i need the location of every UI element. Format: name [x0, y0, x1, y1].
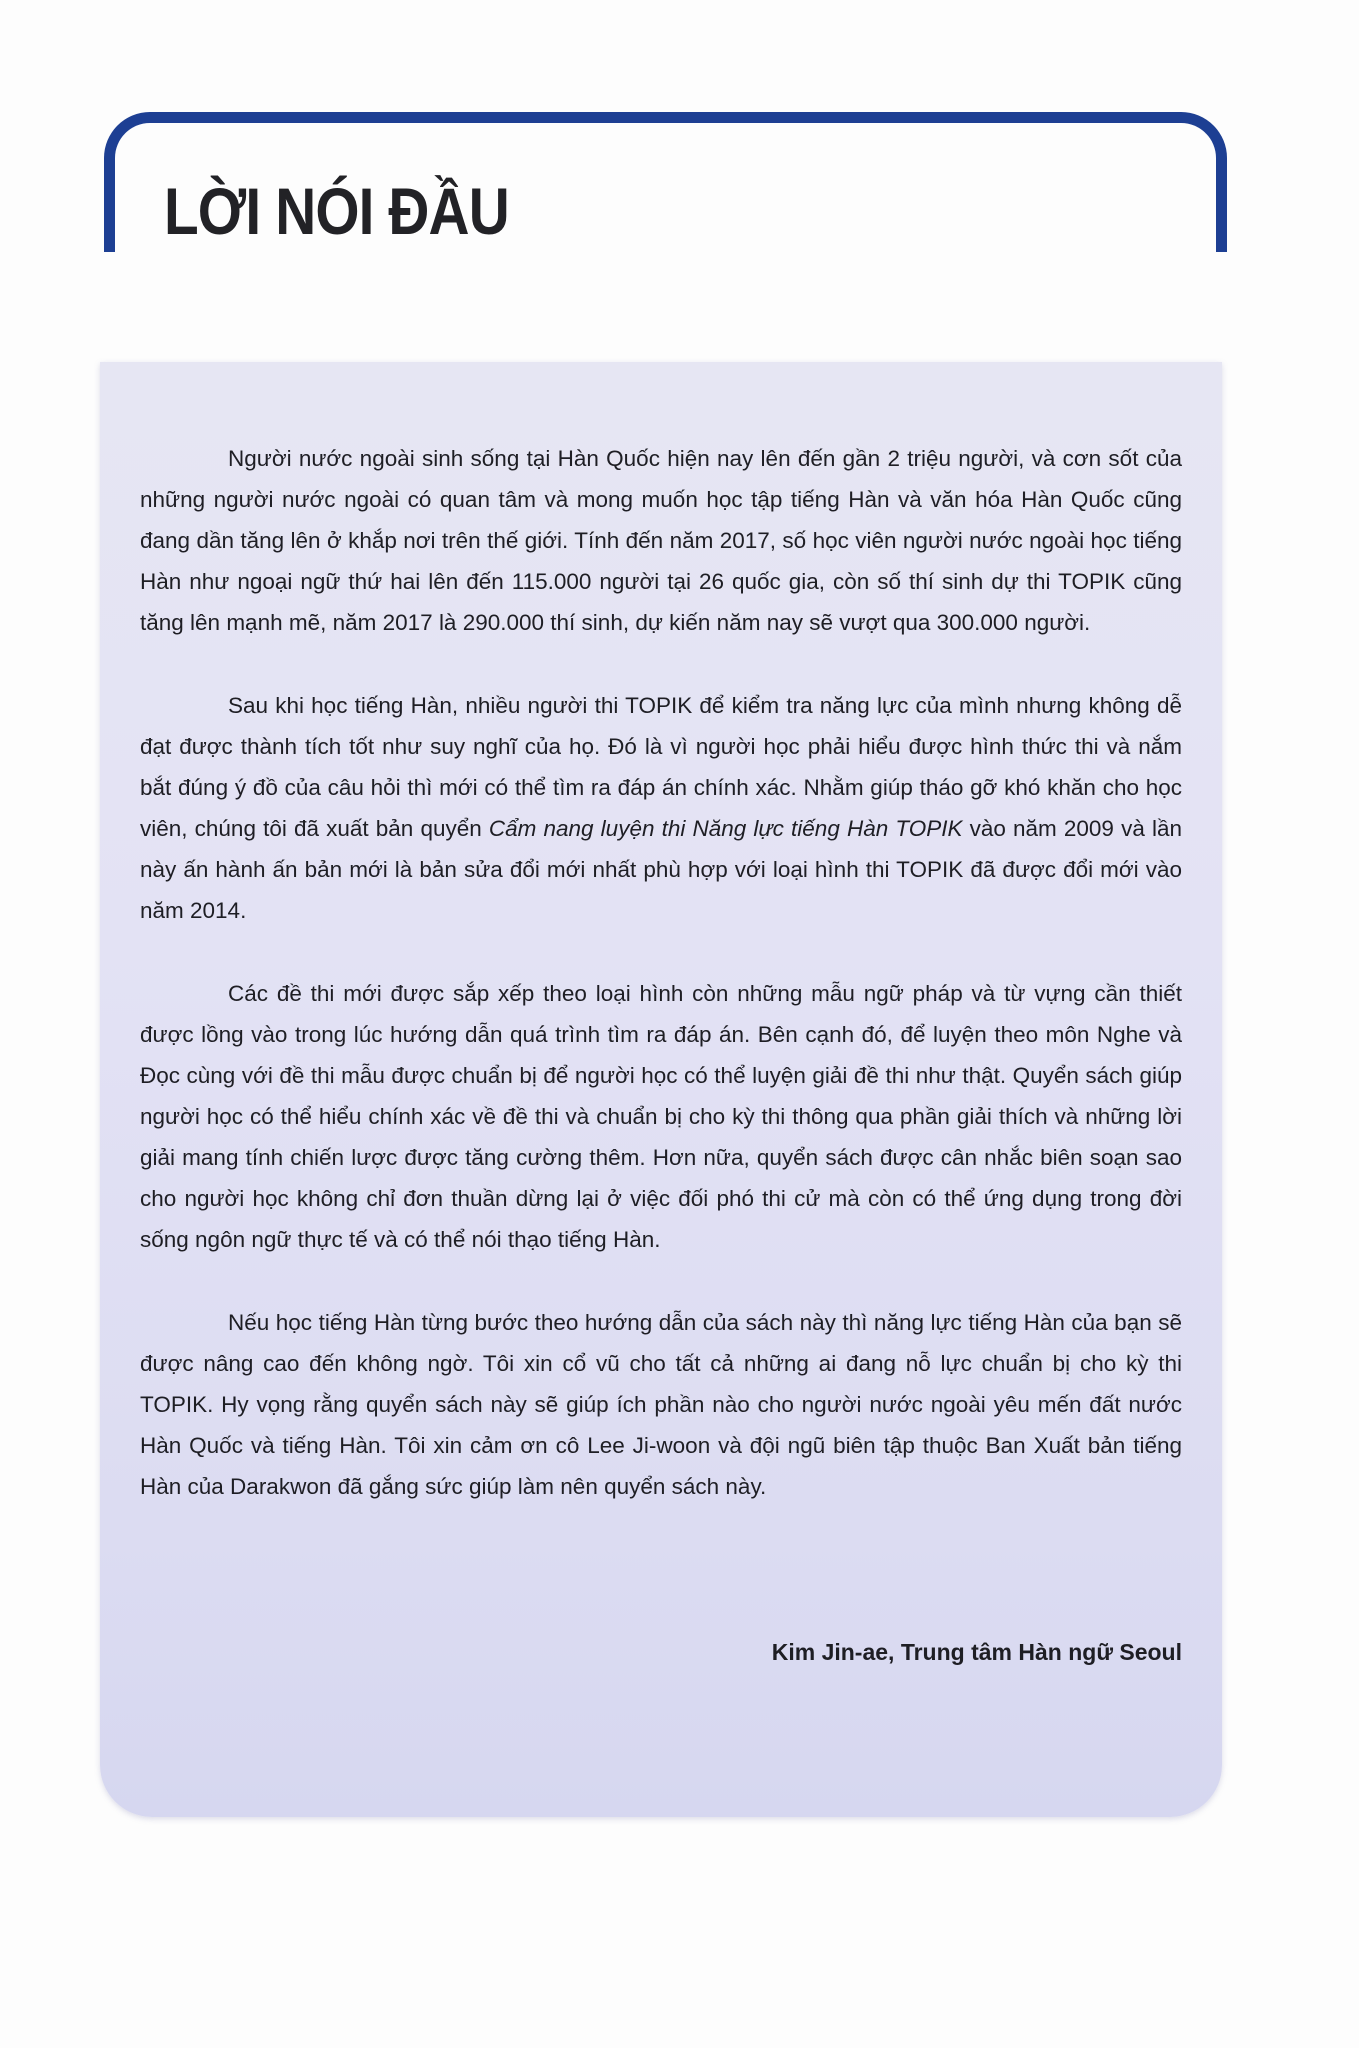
paragraph-2 [140, 685, 1182, 931]
paragraph-2-text-after: vào năm 2009 và lần này ấn hành ấn bản mới là bản sửa đổi mới nhất phù hợp với loại hình thi TOPIK đã được đổi mới vào năm 2014. [140, 816, 1182, 923]
paragraph-3: Các đề thi mới được sắp xếp theo loại hình còn những mẫu ngữ pháp và từ vựng cần thiết được lồng vào trong lúc hướng dẫn quá trình tìm ra đáp án. Bên cạnh đó, để luyện theo môn Nghe và Đọc cùng với đề thi mẫu được chuẩn bị để người học có thể luyện giải đề thi như thật. Quyển sách giúp người học có thể hiểu chính xác về đề thi và chuẩn bị cho kỳ thi thông qua phần giải thích và những lời giải mang tính chiến lược được tăng cường thêm. Hơn nữa, quyển sách được cân nhắc biên soạn sao cho người học không chỉ đơn thuần dừng lại ở việc đối phó thi cử mà còn có thể ứng dụng trong đời sống ngôn ngữ thực tế và có thể nói thạo tiếng Hàn. [140, 981, 1182, 1252]
content-panel [100, 362, 1222, 1817]
paragraph-1: Người nước ngoài sinh sống tại Hàn Quốc hiện nay lên đến gần 2 triệu người, và cơn sốt của những người nước ngoài có quan tâm và mong muốn học tập tiếng Hàn và văn hóa Hàn Quốc cũng đang dần tăng lên ở khắp nơi trên thế giới. Tính đến năm 2017, số học viên người nước ngoài học tiếng Hàn như ngoại ngữ thứ hai lên đến 115.000 người tại 26 quốc gia, còn số thí sinh dự thi TOPIK cũng tăng lên mạnh mẽ, năm 2017 là 290.000 thí sinh, dự kiến năm nay sẽ vượt qua 300.000 người. [140, 446, 1182, 635]
preface-text [140, 438, 1182, 1549]
book-title: Cẩm nang luyện thi Năng lực tiếng Hàn TOPIK [488, 816, 963, 841]
page-title: LỜI NÓI ĐẦU [164, 174, 509, 248]
author-signature: Kim Jin-ae, Trung tâm Hàn ngữ Seoul [771, 1639, 1182, 1665]
paragraph-4: Nếu học tiếng Hàn từng bước theo hướng dẫn của sách này thì năng lực tiếng Hàn của bạn sẽ được nâng cao đến không ngờ. Tôi xin cổ vũ cho tất cả những ai đang nỗ lực chuẩn bị cho kỳ thi TOPIK. Hy vọng rằng quyển sách này sẽ giúp ích phần nào cho người nước ngoài yêu mến đất nước Hàn Quốc và tiếng Hàn. Tôi xin cảm ơn cô Lee Ji-woon và đội ngũ biên tập thuộc Ban Xuất bản tiếng Hàn của Darakwon đã gắng sức giúp làm nên quyển sách này. [140, 1310, 1182, 1499]
paragraph-2-text-before: Sau khi học tiếng Hàn, nhiều người thi TOPIK để kiểm tra năng lực của mình nhưng không dễ đạt được thành tích tốt như suy nghĩ của họ. Đó là vì người học phải hiểu được hình thức thi và nắm bắt đúng ý đồ của câu hỏi thì mới có thể tìm ra đáp án chính xác. Nhằm giúp tháo gỡ khó khăn cho học viên, chúng tôi đã xuất bản quyển [140, 693, 1182, 841]
